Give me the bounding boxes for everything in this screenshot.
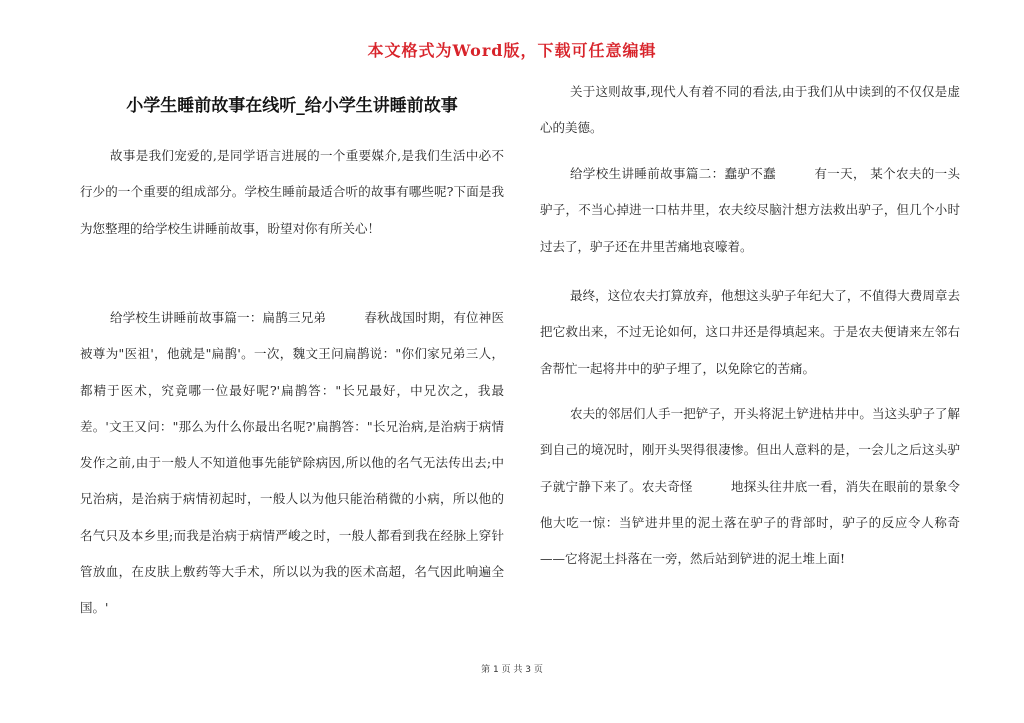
farmer-decision-paragraph: 最终，这位农夫打算放弃，他想这头驴子年纪大了，不值得大费周章去把它救出来，不过无论如何，这口井还是得填起来。于是农夫便请来左邻右舍帮忙一起将井中的驴子埋了，以免除它的苦痛。 (540, 288, 960, 376)
neighbors-text: 农夫的邻居们人手一把铲子，开头将泥土铲进枯井中。当这头驴子了解到自己的境况时，刚开头哭得很凄惨。但出人意料的是，一会儿之后这头驴子就宁静下来了。农夫奇怪 (540, 406, 960, 494)
story2-heading: 给学校生讲睡前故事篇二：蠢驴不蠢 (570, 166, 777, 181)
neighbors-text-continued: 地探头往井底一看，消失在眼前的景象令他大吃一惊：当铲进井里的泥土落在驴子的背部时，驴子的反应令人称奇——它将泥土抖落在一旁，然后站到铲进的泥土堆上面! (540, 478, 960, 567)
intro-paragraph: 故事是我们宠爱的,是同学语言进展的一个重要媒介,是我们生活中必不行少的一个重要的组成部分。学校生睡前最适合听的故事有哪些呢?下面是我为您整理的给学校生讲睡前故事，盼望对你有所关心！ (80, 148, 504, 236)
word-version-banner: 本文格式为Word版，下载可任意编辑 (367, 41, 657, 60)
neighbors-paragraph (540, 396, 960, 577)
document-title: 小学生睡前故事在线听_给小学生讲睡前故事 (126, 96, 458, 116)
story2-paragraph (540, 156, 960, 265)
story2-body: 有一天， 某个农夫的一头驴子，不当心掉进一口枯井里，农夫绞尽脑汁想方法救出驴子，但几个小时过去了，驴子还在井里苦痛地哀嚎着。 (540, 166, 960, 254)
story1-body: 春秋战国时期，有位神医被尊为"医祖'，他就是"扁鹊'。一次，魏文王问扁鹊说："你们家兄弟三人，都精于医术，究竟哪一位最好呢?'扁鹊答："长兄最好，中兄次之，我最差。'文王又问："那么为什么你最出名呢?'扁鹊答："长兄治病,是治病于病情发作之前,由于一般人不知道他事先能铲除病因,所以他的名气无法传出去;中兄治病，是治病于病情初起时，一般人以为他只能治稍微的小病，所以他的名气只及本乡里;而我是治病于病情严峻之时，一般人都看到我在经脉上穿针管放血，在皮肤上敷药等大手术，所以以为我的医术高超，名气因此响遍全国。' (80, 310, 504, 616)
story1-heading: 给学校生讲睡前故事篇一：扁鹊三兄弟 (110, 310, 327, 325)
moral-paragraph: 关于这则故事,现代人有着不同的看法,由于我们从中读到的不仅仅是虚心的美德。 (540, 84, 960, 136)
story1-paragraph (80, 300, 504, 627)
page-number-footer: 第 1 页 共 3 页 (481, 665, 543, 675)
